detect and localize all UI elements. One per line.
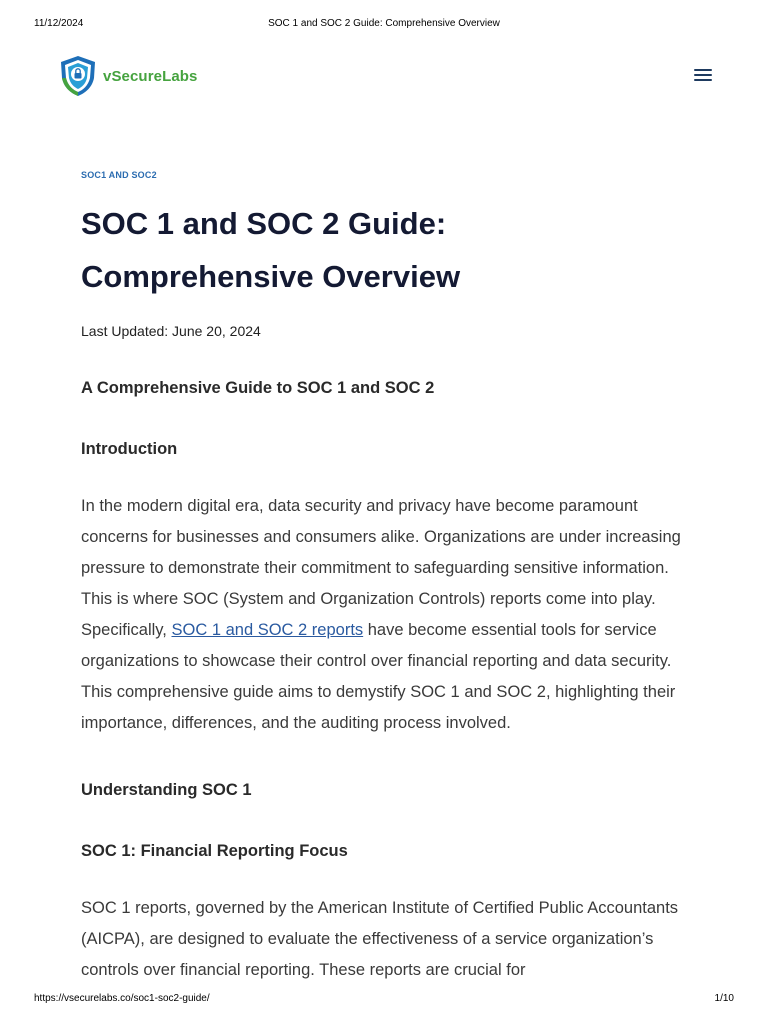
intro-text-2: have become essential tools for service organizations to showcase their control over financial reporting and data security. This comprehensive guide aims to demystify SOC 1 and SOC 2, highlighting their importance, differences, and the auditing process involved. bbox=[81, 621, 676, 732]
site-logo-link[interactable] bbox=[56, 54, 197, 98]
understanding-heading: Understanding SOC 1 bbox=[81, 781, 252, 799]
hamburger-icon bbox=[694, 69, 712, 71]
intro-heading: Introduction bbox=[81, 440, 178, 458]
shield-lock-icon bbox=[56, 54, 100, 98]
print-header bbox=[34, 18, 734, 32]
category-link[interactable]: SOC1 AND SOC2 bbox=[81, 170, 157, 180]
title-line-2: Comprehensive Overview bbox=[81, 259, 461, 294]
last-updated: Last Updated: June 20, 2024 bbox=[81, 323, 261, 339]
page-number: 1/10 bbox=[714, 993, 734, 1004]
print-date: 11/12/2024 bbox=[34, 18, 84, 29]
soc-reports-link[interactable]: SOC 1 and SOC 2 reports bbox=[171, 621, 364, 639]
soc1-paragraph: SOC 1 reports, governed by the American Institute of Certified Public Accountants (AICPA), are designed to evaluate the effectiveness of a service organization’s controls over financial reporting. These reports are crucial for bbox=[81, 899, 679, 979]
title-line-1: SOC 1 and SOC 2 Guide: bbox=[81, 206, 447, 241]
financial-heading: SOC 1: Financial Reporting Focus bbox=[81, 842, 348, 860]
site-header bbox=[56, 54, 712, 100]
intro-text-1: In the modern digital era, data security and privacy have become paramount concerns for businesses and consumers alike. Organizations are under increasing pressure to demonstrate their commitment to safeguarding sensitive information. This is where SOC (System and Organization Controls) reports come into play. Specifically, bbox=[81, 497, 681, 639]
print-url: https://vsecurelabs.co/soc1-soc2-guide/ bbox=[34, 993, 210, 1004]
guide-heading: A Comprehensive Guide to SOC 1 and SOC 2 bbox=[81, 379, 435, 397]
menu-button[interactable] bbox=[694, 66, 712, 84]
article bbox=[81, 170, 691, 986]
print-footer bbox=[34, 993, 734, 1007]
intro-paragraph bbox=[81, 491, 691, 739]
logo-text: vSecureLabs bbox=[103, 67, 198, 85]
page-title bbox=[81, 197, 691, 303]
print-title: SOC 1 and SOC 2 Guide: Comprehensive Overview bbox=[268, 18, 500, 29]
